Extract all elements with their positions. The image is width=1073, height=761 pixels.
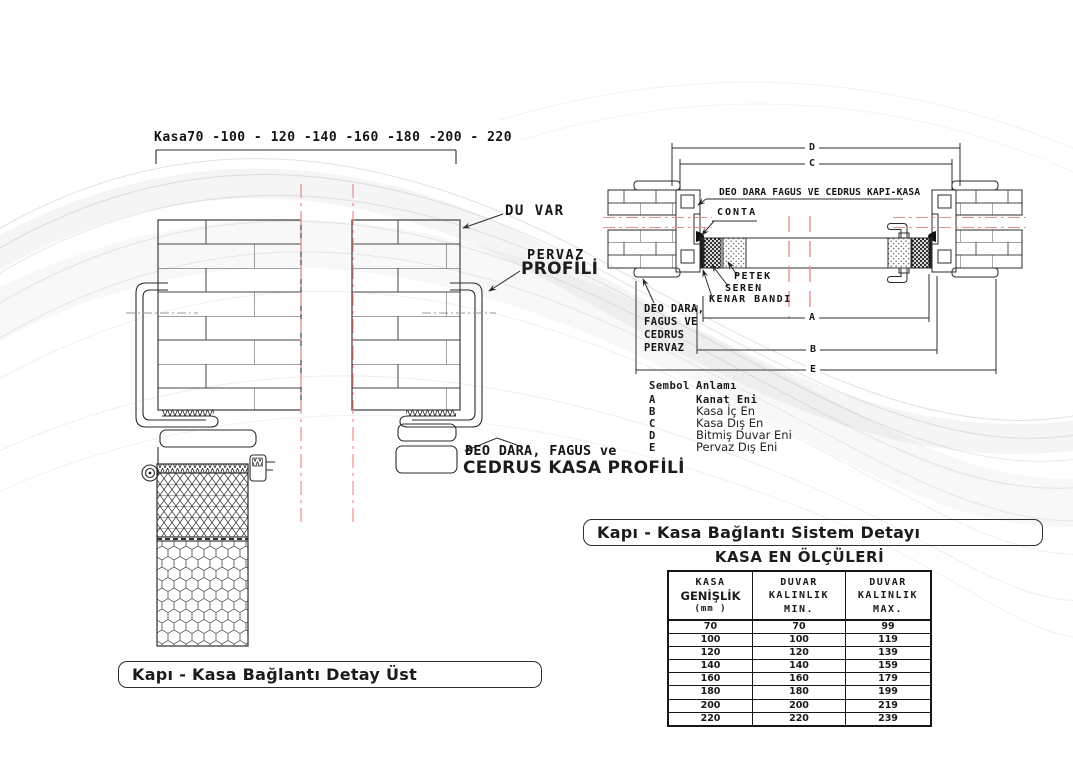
hinge-detail bbox=[142, 465, 158, 481]
pervaz-block-label-line1: DEO DARA, bbox=[644, 303, 705, 315]
leader-lines-left-view bbox=[463, 214, 520, 451]
table-row: 160 160 179 bbox=[669, 672, 930, 685]
table-row: 220 220 239 bbox=[669, 712, 930, 725]
kasa-size-series-label: Kasa70 -100 - 120 -140 -160 -180 -200 - 220 bbox=[154, 130, 513, 145]
left-view-drawing bbox=[126, 150, 520, 646]
brick-wall-section bbox=[158, 220, 460, 410]
right-view-title-bar bbox=[583, 519, 1043, 546]
dimension-letter-e: E bbox=[806, 364, 820, 375]
legend-row: B Kasa İç En bbox=[649, 403, 756, 418]
size-table-header bbox=[669, 572, 930, 621]
door-leaf-plan bbox=[700, 238, 932, 268]
conta-label: CONTA bbox=[717, 207, 758, 218]
left-view-title: Kapı - Kasa Bağlantı Detay Üst bbox=[132, 665, 418, 684]
kenar-bandi-strips bbox=[162, 410, 456, 417]
table-row: 200 200 219 bbox=[669, 699, 930, 712]
left-view-title-bar bbox=[118, 661, 542, 688]
legend-row: A Kanat Eni bbox=[649, 393, 758, 406]
pervaz-profili-label-line1: PERVAZ bbox=[527, 247, 585, 263]
table-row: 140 140 159 bbox=[669, 659, 930, 672]
leader-lines-right-view bbox=[643, 199, 903, 303]
col-duvar-kalinlik-min: DUVAR KALINLIK MIN. bbox=[753, 572, 846, 619]
size-table-title: KASA EN ÖLÇÜLERİ bbox=[714, 548, 885, 566]
col-kasa-genislik: KASA GENİŞLİK (mm ) bbox=[669, 572, 753, 619]
table-row: 120 120 139 bbox=[669, 646, 930, 659]
col-duvar-kalinlik-max: DUVAR KALINLIK MAX. bbox=[857, 577, 919, 615]
pervaz-block-label-line2: FAGUS VE bbox=[644, 316, 698, 328]
legend-row: E Pervaz Dış Eni bbox=[649, 439, 778, 454]
lock-keeper-detail bbox=[250, 455, 275, 481]
petek-label: PETEK bbox=[734, 271, 772, 282]
table-row: 100 100 119 bbox=[669, 633, 930, 646]
table-row: 180 180 199 bbox=[669, 685, 930, 698]
table-row: 70 70 99 bbox=[669, 621, 930, 633]
pervaz-block-label-line4: PERVAZ bbox=[644, 342, 685, 354]
seren-label: SEREN bbox=[725, 283, 763, 294]
legend-row: D Bitmiş Duvar Eni bbox=[649, 427, 792, 442]
dimension-lines bbox=[636, 143, 996, 374]
size-table bbox=[667, 570, 932, 727]
door-leaf-section bbox=[157, 464, 248, 646]
kasa-profili-label-line2: CEDRUS KASA PROFİLİ bbox=[463, 458, 685, 478]
right-view-title: Kapı - Kasa Bağlantı Sistem Detayı bbox=[597, 523, 921, 542]
break-centerlines-vertical bbox=[301, 184, 353, 526]
kenar-bandi-label: KENAR BANDI bbox=[709, 294, 792, 305]
legend-col-sembol: Sembol bbox=[649, 380, 690, 392]
legend-row: C Kasa Dış En bbox=[649, 415, 764, 430]
duvar-label: DU VAR bbox=[505, 203, 565, 219]
legend-col-anlami: Anlamı bbox=[696, 380, 737, 392]
dimension-letter-c: C bbox=[805, 158, 819, 169]
kasa-profili-label-line1: DEO DARA, FAGUS ve bbox=[465, 443, 617, 459]
dimension-letter-a: A bbox=[805, 312, 819, 323]
kapi-kasa-label: DEO DARA FAGUS VE CEDRUS KAPI-KASA bbox=[719, 187, 921, 198]
kasa-size-extent-bracket bbox=[156, 150, 456, 164]
pervaz-profili-label-line2: PROFİLİ bbox=[521, 259, 599, 279]
plan-brick-walls bbox=[608, 190, 1022, 268]
dimension-letter-d: D bbox=[805, 142, 819, 153]
pervaz-block-label-line3: CEDRUS bbox=[644, 329, 685, 341]
dimension-letter-b: B bbox=[806, 344, 820, 355]
